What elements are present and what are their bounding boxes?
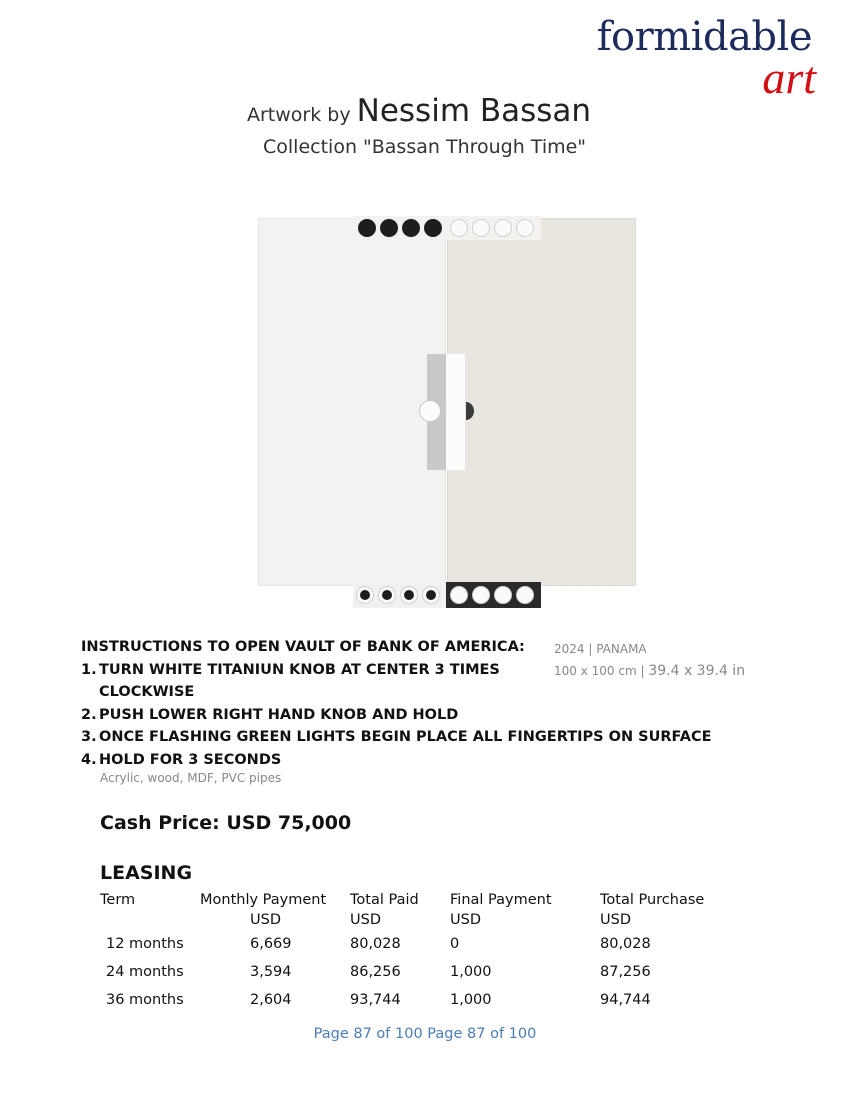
- artwork-ring-hole: [404, 590, 414, 600]
- step-text: PUSH LOWER RIGHT HAND KNOB AND HOLD: [99, 706, 459, 723]
- artwork-disc-light: [494, 586, 512, 604]
- artwork-ring-hole: [360, 590, 370, 600]
- artwork-materials: Acrylic, wood, MDF, PVC pipes: [100, 771, 282, 785]
- header-total-purchase: Total Purchase: [600, 892, 705, 908]
- cell-purchase: 94,744: [600, 992, 651, 1008]
- artwork-disc-light: [472, 219, 490, 237]
- leasing-table: [100, 890, 730, 1014]
- logo-word-formidable: formidable: [596, 14, 812, 60]
- instruction-step: [81, 749, 712, 772]
- step-text: HOLD FOR 3 SECONDS: [99, 751, 282, 768]
- header-monthly-payment: Monthly Payment: [200, 892, 327, 908]
- artwork-year-location: 2024 | PANAMA: [554, 642, 647, 656]
- heading-line-artist: [247, 92, 591, 134]
- cell-monthly: 3,594: [250, 964, 292, 980]
- artwork-disc-light: [472, 586, 490, 604]
- artwork-center-strip-white: [446, 354, 465, 470]
- header-final-unit: USD: [450, 912, 481, 928]
- instructions-title: INSTRUCTIONS TO OPEN VAULT OF BANK OF AMERICA:: [81, 639, 525, 655]
- artwork-white-knob: [419, 400, 441, 422]
- artwork-disc-light: [494, 219, 512, 237]
- artwork-left-panel: [258, 218, 446, 586]
- artwork-dimensions: [554, 660, 745, 682]
- artwork-image: [258, 216, 636, 610]
- artwork-heading: [247, 92, 591, 160]
- header-term: Term: [100, 892, 136, 908]
- artwork-ring-hole: [426, 590, 436, 600]
- instruction-step: [81, 704, 712, 727]
- brand-logo: [596, 14, 816, 103]
- instruction-step: [81, 726, 712, 749]
- step-text: TURN WHITE TITANIUN KNOB AT CENTER 3 TIMES: [99, 661, 500, 678]
- header-term-unit: [100, 910, 200, 930]
- step-text: ONCE FLASHING GREEN LIGHTS BEGIN PLACE ALL FINGERTIPS ON SURFACE: [99, 729, 712, 745]
- artwork-disc-light: [450, 219, 468, 237]
- header-final-payment: Final Payment: [450, 892, 552, 908]
- artwork-right-panel: [447, 218, 636, 586]
- cell-total-paid: 86,256: [350, 964, 401, 980]
- cell-term: 36 months: [106, 992, 184, 1008]
- table-header-unit-row: [100, 910, 730, 930]
- table-row: [100, 986, 730, 1014]
- cell-total-paid: 80,028: [350, 936, 401, 952]
- step-number: 3.: [81, 729, 97, 745]
- cell-total-paid: 93,744: [350, 992, 401, 1008]
- table-row: [100, 958, 730, 986]
- artist-name: Nessim Bassan: [356, 93, 592, 129]
- heading-prefix: Artwork by: [247, 104, 351, 126]
- table-header-row: [100, 890, 730, 910]
- artwork-meta: [554, 638, 745, 682]
- table-row: [100, 930, 730, 958]
- cell-purchase: 80,028: [600, 936, 651, 952]
- header-total-paid: Total Paid: [350, 892, 419, 908]
- cell-final: 1,000: [450, 964, 492, 980]
- cell-monthly: 6,669: [250, 936, 292, 952]
- artwork-disc-light: [450, 586, 468, 604]
- cell-term: 12 months: [106, 936, 184, 952]
- step-number: 1.: [81, 661, 97, 678]
- step-number: 2.: [81, 706, 97, 723]
- artwork-disc-dark: [424, 219, 442, 237]
- header-monthly-unit: USD: [250, 912, 281, 928]
- cell-purchase: 87,256: [600, 964, 651, 980]
- artwork-disc-light: [516, 586, 534, 604]
- cell-monthly: 2,604: [250, 992, 292, 1008]
- header-total-paid-unit: USD: [350, 912, 381, 928]
- artwork-disc-light: [516, 219, 534, 237]
- cell-final: 1,000: [450, 992, 492, 1008]
- artwork-disc-dark: [380, 219, 398, 237]
- artwork-size-in: 39.4 x 39.4 in: [648, 663, 746, 679]
- artwork-disc-dark: [358, 219, 376, 237]
- leasing-title: LEASING: [100, 862, 193, 884]
- header-purchase-unit: USD: [600, 912, 631, 928]
- artwork-size-cm: 100 x 100 cm |: [554, 664, 645, 678]
- step-text-continued: CLOCKWISE: [99, 684, 195, 700]
- page-footer: Page 87 of 100 Page 87 of 100: [313, 1026, 537, 1042]
- logo-word-art: art: [762, 52, 816, 103]
- cash-price: Cash Price: USD 75,000: [100, 812, 352, 834]
- cell-term: 24 months: [106, 964, 184, 980]
- artwork-disc-dark: [402, 219, 420, 237]
- cell-final: 0: [450, 936, 460, 952]
- collection-name: Collection "Bassan Through Time": [263, 136, 587, 158]
- artwork-ring-hole: [382, 590, 392, 600]
- step-number: 4.: [81, 751, 97, 768]
